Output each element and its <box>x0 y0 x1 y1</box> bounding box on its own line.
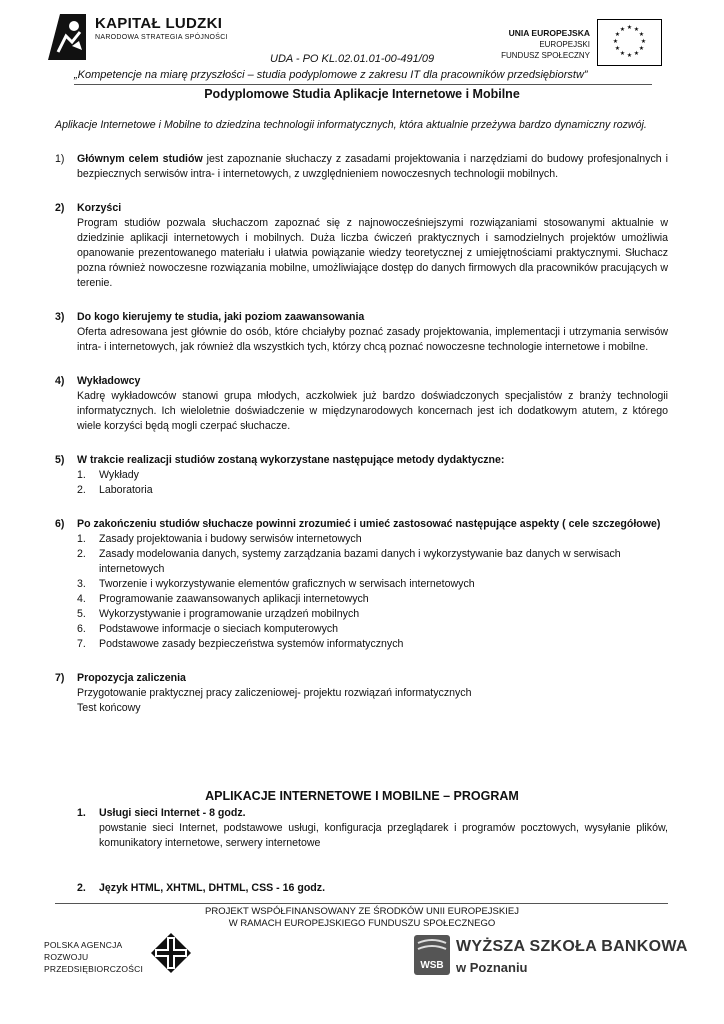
eu-line-1: UNIA EUROPEJSKA <box>508 28 590 38</box>
eu-flag-icon <box>597 19 662 66</box>
svg-text:★: ★ <box>612 38 619 45</box>
svg-text:★: ★ <box>640 38 647 45</box>
section-number: 7) <box>55 672 65 684</box>
assessment-line-2: Test końcowy <box>77 702 141 714</box>
section-heading: W trakcie realizacji studiów zostaną wykorzystane następujące metody dydaktyczne: <box>77 454 505 466</box>
parp-name: POLSKA AGENCJA ROZWOJU PRZEDSIĘBIORCZOŚCI <box>44 940 144 974</box>
svg-text:WSB: WSB <box>420 960 444 971</box>
section-goal <box>55 152 668 182</box>
section-audience <box>55 310 668 355</box>
section-heading: Korzyści <box>77 202 122 214</box>
list-item: 1. Zasady projektowania i budowy serwisów internetowych <box>77 533 362 545</box>
section-benefits <box>55 201 668 291</box>
svg-text:★: ★ <box>614 31 621 38</box>
kapital-ludzki-logo <box>46 12 88 62</box>
svg-text:★: ★ <box>633 50 640 57</box>
svg-text:★: ★ <box>638 45 645 52</box>
eu-line-3: FUNDUSZ SPOŁECZNY <box>501 51 590 60</box>
project-code: UDA - PO KL.02.01.01-00-491/09 <box>270 53 435 65</box>
section-assessment <box>55 671 668 716</box>
intro-paragraph: Aplikacje Internetowe i Mobilne to dziedzina technologii informatycznych, która aktualnie przeżywa bardzo dynamiczny rozwój. <box>55 119 647 131</box>
program-item-number: 2. <box>77 882 86 894</box>
program-item-heading: Język HTML, XHTML, DHTML, CSS - 16 godz. <box>99 882 326 894</box>
section-heading: Wykładowcy <box>77 375 141 387</box>
footer-divider <box>55 903 668 904</box>
list-item: 2. Zasady modelowania danych, systemy zarządzania bazami danych i wykorzystywanie baz danych w serwisach internetowych <box>77 548 621 575</box>
program-item-text: powstanie sieci Internet, podstawowe usługi, konfiguracja przeglądarek i programów pocztowych, wysyłanie plików, komunikatory internetowe, serwery internetowe <box>99 822 668 849</box>
footer-line-2: W RAMACH EUROPEJSKIEGO FUNDUSZU SPOŁECZNEGO <box>228 918 496 929</box>
wsb-logo-icon <box>414 935 450 975</box>
eu-line-2: EUROPEJSKI <box>539 40 590 49</box>
program-item-heading: Usługi sieci Internet - 8 godz. <box>99 807 246 819</box>
section-number: 3) <box>55 311 65 323</box>
wsb-name: WYŻSZA SZKOŁA BANKOWA <box>456 938 688 955</box>
program-item-number: 1. <box>77 807 86 819</box>
svg-text:★: ★ <box>614 45 621 52</box>
section-number: 6) <box>55 518 65 530</box>
list-item: 2. Laboratoria <box>77 484 153 496</box>
section-body: Oferta adresowana jest głównie do osób, które chciałyby poznać zasady projektowania, implementacji i utrzymania serwisów intra- i internetowych, jak również dla wszystkich tych, którzy chcą poznać nowoczesne technologie internetowe i mobilne. <box>77 326 668 353</box>
list-item: 1. Wykłady <box>77 469 139 481</box>
eu-text-block <box>440 28 590 61</box>
svg-text:★: ★ <box>626 24 633 31</box>
header-divider <box>74 84 652 85</box>
section-text <box>77 152 668 182</box>
list-item: 3. Tworzenie i wykorzystywanie elementów graficznych w serwisach internetowych <box>77 578 475 590</box>
list-item: 5. Wykorzystywanie i programowanie urządzeń mobilnych <box>77 608 360 620</box>
list-item: 7. Podstawowe zasady bezpieczeństwa systemów informatycznych <box>77 638 404 650</box>
svg-text:★: ★ <box>638 31 645 38</box>
kapital-ludzki-subtitle: NARODOWA STRATEGIA SPÓJNOŚCI <box>95 34 228 41</box>
section-body: jest zapoznanie słuchaczy z zasadami projektowania i narzędziami do budowy profesjonalnych i bezpiecznych serwisów intra- i internetowych, z uwzględnieniem nowoczesnych technologii mobilnych. <box>77 153 668 180</box>
section-lecturers <box>55 374 668 434</box>
svg-text:★: ★ <box>619 26 626 33</box>
footer-cofinance-note <box>0 906 724 930</box>
list-item: 4. Programowanie zaawansowanych aplikacji internetowych <box>77 593 369 605</box>
footer-line-1: PROJEKT WSPÓŁFINANSOWANY ZE ŚRODKÓW UNII EUROPEJSKIEJ <box>205 906 519 917</box>
kapital-ludzki-title: KAPITAŁ LUDZKI <box>95 15 223 32</box>
section-objectives <box>55 517 668 652</box>
program-item <box>77 806 668 851</box>
document-title: Podyplomowe Studia Aplikacje Internetowe i Mobilne <box>204 87 520 101</box>
document-body <box>55 118 668 735</box>
program-list <box>77 806 668 851</box>
section-number: 1) <box>55 153 65 165</box>
list-item: 6. Podstawowe informacje o sieciach komputerowych <box>77 623 339 635</box>
section-number: 2) <box>55 202 65 214</box>
section-heading: Propozycja zaliczenia <box>77 672 186 684</box>
section-methods <box>55 453 668 498</box>
document-header <box>0 0 724 100</box>
section-number: 5) <box>55 454 65 466</box>
section-lead: Głównym celem studiów <box>77 153 203 165</box>
svg-text:★: ★ <box>626 52 633 59</box>
assessment-line-1: Przygotowanie praktycznej pracy zaliczeniowej- projektu rozwiązań informatycznych <box>77 687 472 699</box>
section-heading: Do kogo kierujemy te studia, jaki poziom zaawansowania <box>77 311 365 323</box>
parp-logo-icon <box>150 932 192 974</box>
program-item <box>77 882 668 894</box>
wsb-city: w Poznaniu <box>456 960 528 975</box>
methods-list <box>77 468 668 498</box>
program-title: APLIKACJE INTERNETOWE I MOBILNE – PROGRAM <box>205 789 519 803</box>
svg-text:★: ★ <box>633 26 640 33</box>
section-number: 4) <box>55 375 65 387</box>
svg-text:★: ★ <box>619 50 626 57</box>
section-heading: Po zakończeniu studiów słuchacze powinni zrozumieć i umieć zastosować następujące aspekty ( cele szczegółowe) <box>77 518 661 530</box>
section-body: Program studiów pozwala słuchaczom zapoznać się z najnowocześniejszymi rozwiązaniami stosowanymi aktualnie w dziedzinie aplikacji internetowych i mobilnych. Duża liczba ćwiczeń praktycznych i samodzielnych projektów umożliwia opanowanie prezentowanego materiału i ułatwia powiązanie wiedzy teoretycznej z umiejętnościami praktycznymi. Słuchacz pozna również nowoczesne rozwiązania mobilne, umożliwiające dostęp do danych firmowych dla pracowników pracujących w terenie. <box>77 217 668 289</box>
project-tagline: „Kompetencje na miarę przyszłości – studia podyplomowe z zakresu IT dla pracowników przedsiębiorstw” <box>74 69 588 81</box>
section-body: Kadrę wykładowców stanowi grupa młodych, aczkolwiek już bardzo doświadczonych specjalistów z branży technologii informatycznych. Ich wieloletnie doświadczenie w międzynarodowych koncernach jest ich dodatkowym atutem, z którego wiele korzyści będą mogli czerpać słuchacze. <box>77 390 668 432</box>
objectives-list <box>77 532 668 652</box>
